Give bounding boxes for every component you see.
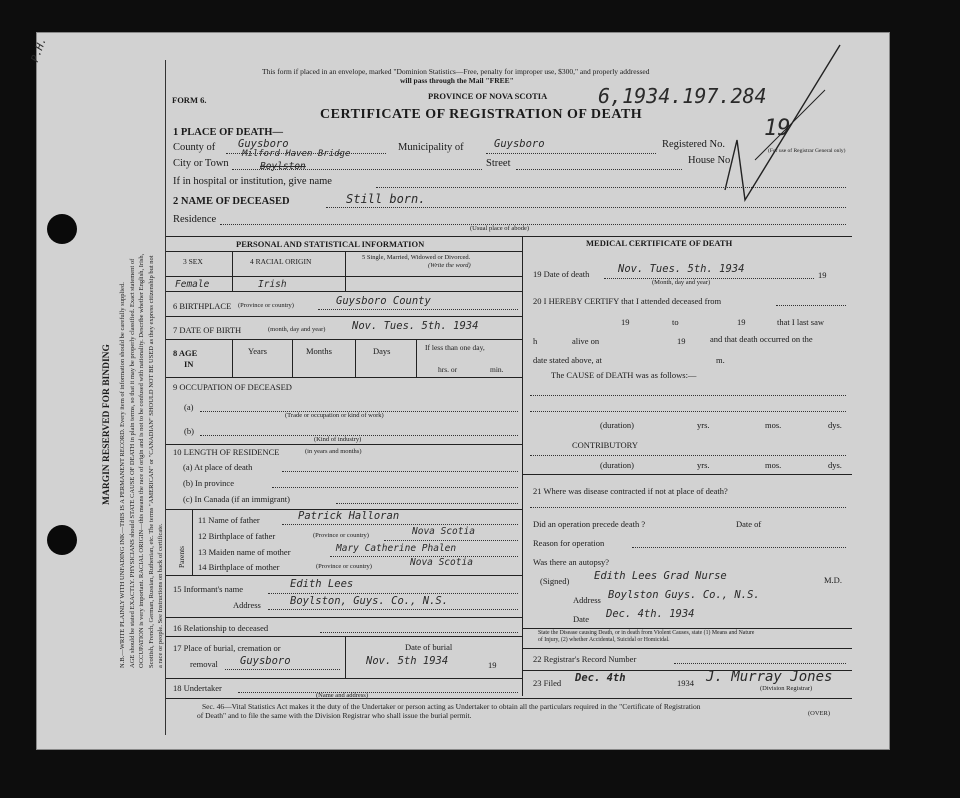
signed-label: (Signed)	[540, 576, 570, 586]
place-heading: 1 PLACE OF DEATH—	[173, 127, 283, 138]
from-year: 19	[621, 317, 630, 327]
deceased-name: Still born.	[346, 192, 426, 206]
date-death-note: (Month, day and year)	[652, 279, 711, 286]
to-label: to	[672, 317, 679, 327]
address-label: Address	[233, 600, 261, 610]
medical-date-label: Date	[573, 614, 590, 624]
check-mark	[715, 40, 845, 210]
top-note-2: will pass through the Mail "FREE"	[400, 76, 514, 85]
burial-date-value: Nov. 5th 1934	[366, 655, 449, 667]
alive-year: 19	[677, 336, 686, 346]
top-note-1: This form if placed in an envelope, marked "Dominion Statistics—Free, penalty for improper use, $300," and properly addressed	[262, 67, 650, 76]
instructions: N.B.—WRITE PLAINLY WITH UNFADING INK—THIS IS A PERMANENT RECORD. Every item of information should be carefully supplied. AGE should be stated EXACTLY. PHYSICIANS should STATE CAUSE OF DEATH in plain terms, so that it may be properly classified. Exact statement of OCCUPATION is very important. RACIAL ORIGIN—this means the race of origin and is not to be confused with nationality. Describe whether English, Irish, Scottish, French, German, Russian, Ruthenian, etc. The terms "AMERICAN" or "CANADIAN" SHOULD NOT BE USED as they express citizenship but not a race or people. See Instructions on back of certificate.	[119, 253, 164, 668]
footer-line-1: Sec. 46—Vital Statistics Act makes it the duty of the Undertaker or person acting as Undertaker to obtain all the particulars required in the "Certificate of Registration	[202, 702, 701, 711]
sex-value: Female	[175, 279, 210, 290]
q22-label: 22 Registrar's Record Number	[533, 654, 637, 664]
yrs-label-1: yrs.	[697, 420, 710, 430]
signed-value: Edith Lees Grad Nurse	[594, 570, 727, 582]
cause-label: The CAUSE of DEATH was as follows:—	[551, 370, 697, 380]
date-death-label: 19 Date of death	[533, 269, 590, 279]
father-birth-value: Nova Scotia	[412, 526, 475, 537]
state-note-2: of Injury, (2) whether Accidental, Suicidal or Homicidal.	[538, 637, 670, 643]
personal-heading: PERSONAL AND STATISTICAL INFORMATION	[236, 239, 425, 249]
dob-label: 7 DATE OF BIRTH	[173, 325, 242, 335]
birthplace-label: 6 BIRTHPLACE	[173, 301, 232, 311]
medical-heading: MEDICAL CERTIFICATE OF DEATH	[586, 238, 733, 248]
hrs-label: hrs. or	[438, 365, 458, 374]
date-stated-label: date stated above, at	[533, 355, 602, 365]
duration-label-1: (duration)	[600, 420, 634, 430]
mother-label: 13 Maiden name of mother	[198, 547, 291, 557]
reason-label: Reason for operation	[533, 538, 605, 548]
father-value: Patrick Halloran	[298, 510, 400, 522]
age-in-label: IN	[184, 359, 194, 369]
residence-a-label: (a) At place of death	[183, 462, 253, 472]
residence-label: Residence	[173, 214, 217, 225]
date-death-value: Nov. Tues. 5th. 1934	[618, 263, 745, 275]
mother-birth-note: (Province or country)	[316, 563, 372, 570]
undertaker-label: 18 Undertaker	[173, 683, 222, 693]
city-label: City or Town	[173, 158, 229, 169]
occupation-heading: 9 OCCUPATION OF DECEASED	[173, 382, 292, 392]
months-label: Months	[306, 346, 332, 356]
min-label: min.	[490, 365, 504, 374]
date-death-year: 19	[818, 270, 827, 280]
province: PROVINCE OF NOVA SCOTIA	[428, 91, 548, 101]
binding-hole	[47, 525, 77, 555]
mother-birth-value: Nova Scotia	[410, 557, 473, 568]
house-label: House No.	[688, 155, 733, 166]
marital-label: 5 Single, Married, Widowed or Divorced.	[362, 254, 471, 261]
residence-c-label: (c) In Canada (if an immigrant)	[183, 494, 290, 504]
length-residence-note: (in years and months)	[305, 448, 362, 455]
alive-on-label: alive on	[572, 336, 600, 346]
city-overwrite: Milford Haven Bridge	[242, 149, 351, 159]
division-registrar-label: (Division Registrar)	[760, 685, 813, 692]
filed-value: Dec. 4th	[575, 672, 626, 684]
autopsy-label: Was there an autopsy?	[533, 557, 610, 567]
relationship-label: 16 Relationship to deceased	[173, 623, 269, 633]
file-number: 6,1934.197.284	[598, 84, 767, 108]
residence-b-label: (b) In province	[183, 478, 234, 488]
burial-year-print: 19	[488, 660, 497, 670]
undertaker-note: (Name and address)	[316, 692, 368, 699]
date-burial-label: Date of burial	[405, 642, 453, 652]
q23-label: 23 Filed	[533, 678, 562, 688]
days-label: Days	[373, 346, 391, 356]
registered-note: (For use of Registrar General only)	[768, 148, 846, 154]
death-occurred-label: and that death occurred on the	[710, 334, 813, 344]
mother-value: Mary Catherine Phalen	[336, 543, 457, 554]
occ-a-label: (a)	[184, 402, 194, 412]
deceased-heading: 2 NAME OF DECEASED	[173, 196, 290, 207]
registered-number: 19	[764, 116, 791, 141]
father-birth-note: (Province or country)	[313, 532, 369, 539]
occ-b-label: (b)	[184, 426, 194, 436]
occ-b-note: (Kind of industry)	[314, 436, 362, 443]
informant-label: 15 Informant's name	[173, 584, 243, 594]
over-label: (OVER)	[808, 710, 831, 717]
municipality-value: Guysboro	[494, 138, 545, 150]
md-label: M.D.	[824, 575, 842, 585]
footer-line-2: of Death" and to file the same with the Division Registrar who shall issue the burial permit.	[197, 711, 472, 720]
medical-date-value: Dec. 4th. 1934	[606, 608, 695, 620]
margin-note: P.H.	[29, 35, 49, 64]
municipality-label: Municipality of	[398, 142, 464, 153]
h-label: h	[533, 336, 538, 346]
father-birth-label: 12 Birthplace of father	[198, 531, 276, 541]
burial-place-value: Guysboro	[240, 655, 291, 667]
address-value: Boylston, Guys. Co., N.S.	[290, 595, 449, 607]
date-of-label: Date of	[736, 519, 762, 529]
certificate-title: CERTIFICATE OF REGISTRATION OF DEATH	[320, 107, 643, 122]
medical-address-label: Address	[573, 595, 601, 605]
birthplace-value: Guysboro County	[336, 295, 431, 307]
q21-label: 21 Where was disease contracted if not at place of death?	[533, 486, 728, 496]
father-label: 11 Name of father	[198, 515, 260, 525]
racial-label: 4 RACIAL ORIGIN	[250, 257, 312, 266]
street-label: Street	[486, 158, 511, 169]
removal-label: removal	[190, 659, 218, 669]
mother-birth-label: 14 Birthplace of mother	[198, 562, 280, 572]
registrar-signature: J. Murray Jones	[706, 669, 833, 685]
contributory-label: CONTRIBUTORY	[572, 440, 638, 450]
occ-a-note: (Trade or occupation or kind of work)	[285, 412, 384, 419]
binding-divider	[165, 60, 166, 735]
m-label: m.	[716, 355, 725, 365]
binding-margin-label: MARGIN RESERVED FOR BINDING	[102, 344, 112, 505]
registered-label: Registered No.	[662, 139, 725, 150]
last-saw-label: that I last saw	[777, 317, 824, 327]
mos-label-1: mos.	[765, 420, 782, 430]
age-label: 8 AGE	[173, 348, 198, 358]
less-day-label: If less than one day,	[425, 343, 485, 352]
yrs-label-2: yrs.	[697, 460, 710, 470]
mos-label-2: mos.	[765, 460, 782, 470]
duration-label-2: (duration)	[600, 460, 634, 470]
binding-hole	[47, 214, 77, 244]
years-label: Years	[248, 346, 267, 356]
burial-label: 17 Place of burial, cremation or	[173, 643, 281, 653]
racial-value: Irish	[258, 279, 287, 290]
certify-statement: 20 I HEREBY CERTIFY that I attended deceased from	[533, 296, 722, 306]
parents-label: Parents	[177, 545, 186, 568]
informant-value: Edith Lees	[290, 578, 354, 590]
usual-place-note: (Usual place of abode)	[470, 225, 530, 232]
marital-note: (Write the word)	[428, 262, 471, 269]
dys-label-1: dys.	[828, 420, 842, 430]
dob-value: Nov. Tues. 5th. 1934	[352, 320, 479, 332]
length-residence-heading: 10 LENGTH OF RESIDENCE	[173, 447, 280, 457]
form-number: FORM 6.	[172, 95, 207, 105]
birthplace-note: (Province or country)	[238, 302, 294, 309]
city-value: Boylston	[260, 161, 306, 172]
operation-label: Did an operation precede death ?	[533, 519, 646, 529]
sex-label: 3 SEX	[183, 257, 203, 266]
county-label: County of	[173, 142, 216, 153]
county-value: Guysboro	[238, 138, 289, 150]
filed-year: 1934	[677, 678, 694, 688]
dys-label-2: dys.	[828, 460, 842, 470]
hospital-label: If in hospital or institution, give name	[173, 176, 332, 187]
to-year: 19	[737, 317, 746, 327]
dob-note: (month, day and year)	[268, 326, 326, 333]
medical-address-value: Boylston Guys. Co., N.S.	[608, 589, 760, 601]
state-note-1: State the Disease causing Death, or in death from Violent Causes, state (1) Means and Nature	[538, 630, 755, 636]
